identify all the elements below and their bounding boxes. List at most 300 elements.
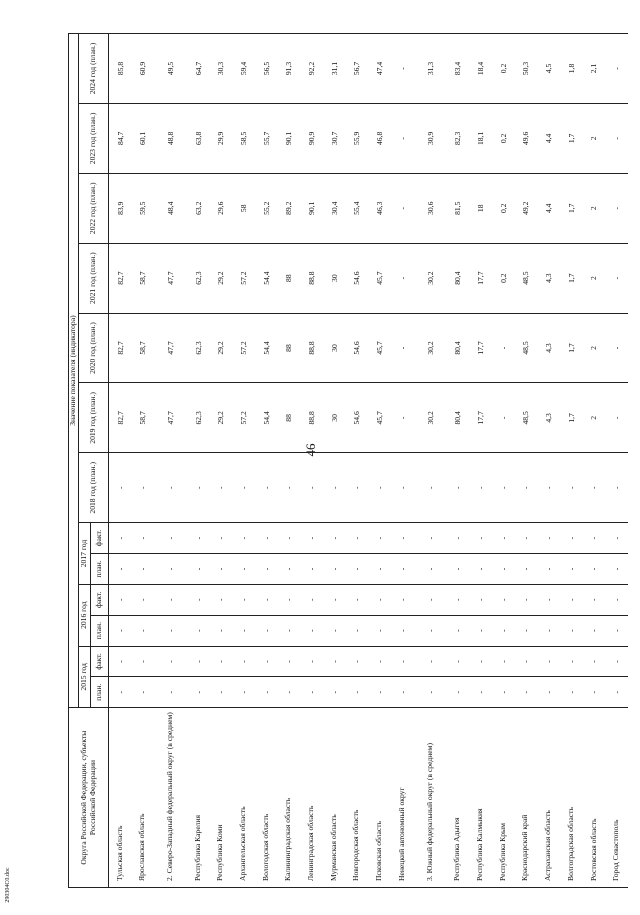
value-cell: - <box>537 523 560 554</box>
value-cell: - <box>109 523 132 554</box>
value-cell: 30,2 <box>414 313 447 383</box>
value-cell: - <box>492 615 515 646</box>
value-cell: - <box>255 646 278 677</box>
value-cell: 59,5 <box>131 173 154 243</box>
value-cell: - <box>469 523 492 554</box>
header-year-2016: 2016 год <box>79 584 91 646</box>
value-cell: 50,3 <box>515 34 538 104</box>
value-cell: 48,5 <box>515 383 538 453</box>
value-cell: - <box>109 453 132 523</box>
value-cell: - <box>154 677 187 708</box>
value-cell: - <box>605 243 628 313</box>
table-header <box>69 34 109 888</box>
value-cell: - <box>278 584 301 615</box>
value-cell: - <box>187 554 210 585</box>
value-cell: - <box>323 584 346 615</box>
value-cell: 17,7 <box>469 243 492 313</box>
value-cell: - <box>469 646 492 677</box>
value-cell: 1,7 <box>560 383 583 453</box>
value-cell: - <box>209 554 232 585</box>
value-cell: 17,7 <box>469 383 492 453</box>
value-cell: - <box>187 453 210 523</box>
value-cell: 4,4 <box>537 103 560 173</box>
value-cell: - <box>300 584 323 615</box>
value-cell: - <box>447 453 470 523</box>
value-cell: - <box>300 554 323 585</box>
value-cell: 90,1 <box>278 103 301 173</box>
header-plan-2018: 2018 год (план.) <box>79 453 109 523</box>
value-cell: 62,3 <box>187 313 210 383</box>
value-cell: 31,3 <box>414 34 447 104</box>
value-cell: 47,7 <box>154 383 187 453</box>
value-cell: - <box>391 646 414 677</box>
value-cell: 47,4 <box>368 34 391 104</box>
value-cell: 90,1 <box>300 173 323 243</box>
value-cell: - <box>492 554 515 585</box>
value-cell: 88,8 <box>300 313 323 383</box>
region-name-cell: Ростовская область <box>583 708 606 888</box>
value-cell: - <box>209 584 232 615</box>
value-cell: 88,8 <box>300 243 323 313</box>
value-cell: - <box>414 677 447 708</box>
value-cell: 48,8 <box>154 103 187 173</box>
value-cell: - <box>583 677 606 708</box>
value-cell: 55,7 <box>255 103 278 173</box>
value-cell: 31,1 <box>323 34 346 104</box>
value-cell: - <box>368 677 391 708</box>
value-cell: 57,2 <box>232 383 255 453</box>
value-cell: - <box>391 453 414 523</box>
value-cell: - <box>109 646 132 677</box>
value-cell: 91,3 <box>278 34 301 104</box>
value-cell: 63,8 <box>187 103 210 173</box>
value-cell: 58,5 <box>232 103 255 173</box>
value-cell: - <box>154 554 187 585</box>
value-cell: - <box>447 523 470 554</box>
footer-file-name: 290304С0.doc <box>5 867 11 903</box>
value-cell: 30,2 <box>414 383 447 453</box>
value-cell: 58,7 <box>131 383 154 453</box>
value-cell: 48,4 <box>154 173 187 243</box>
value-cell: - <box>447 646 470 677</box>
region-name-cell: Астраханская область <box>537 708 560 888</box>
table-row <box>131 34 154 888</box>
value-cell: - <box>232 584 255 615</box>
value-cell: 0,2 <box>492 34 515 104</box>
value-cell: - <box>109 584 132 615</box>
value-cell: - <box>469 615 492 646</box>
table-row <box>391 34 414 888</box>
table-row <box>232 34 255 888</box>
value-cell: - <box>537 453 560 523</box>
value-cell: - <box>515 584 538 615</box>
value-cell: - <box>154 523 187 554</box>
value-cell: - <box>323 615 346 646</box>
value-cell: - <box>605 383 628 453</box>
value-cell: 29,6 <box>209 173 232 243</box>
header-plan-2021: 2021 год (план.) <box>79 243 109 313</box>
value-cell: - <box>605 677 628 708</box>
value-cell: - <box>131 584 154 615</box>
value-cell: - <box>391 103 414 173</box>
value-cell: 54,4 <box>255 313 278 383</box>
value-cell: 4,3 <box>537 313 560 383</box>
value-cell: 84,7 <box>109 103 132 173</box>
value-cell: - <box>278 615 301 646</box>
value-cell: - <box>391 34 414 104</box>
value-cell: - <box>469 584 492 615</box>
value-cell: - <box>469 554 492 585</box>
region-name-cell: Тульская область <box>109 708 132 888</box>
value-cell: - <box>300 615 323 646</box>
value-cell: 83,9 <box>109 173 132 243</box>
value-cell: - <box>154 646 187 677</box>
value-cell: - <box>605 523 628 554</box>
value-cell: - <box>368 584 391 615</box>
value-cell: - <box>278 453 301 523</box>
region-name-cell: Псковская область <box>368 708 391 888</box>
value-cell: - <box>255 677 278 708</box>
value-cell: - <box>109 615 132 646</box>
table-row <box>278 34 301 888</box>
value-cell: - <box>560 677 583 708</box>
value-cell: 49,5 <box>154 34 187 104</box>
value-cell: - <box>414 646 447 677</box>
table-row <box>560 34 583 888</box>
table-row <box>447 34 470 888</box>
header-year-2017: 2017 год <box>79 523 91 585</box>
value-cell: - <box>278 554 301 585</box>
value-cell: - <box>537 646 560 677</box>
value-cell: - <box>323 554 346 585</box>
value-cell: 46,3 <box>368 173 391 243</box>
value-cell: - <box>187 584 210 615</box>
value-cell: 1,7 <box>560 313 583 383</box>
value-cell: - <box>515 554 538 585</box>
value-cell: - <box>391 523 414 554</box>
value-cell: 62,3 <box>187 243 210 313</box>
value-cell: - <box>391 677 414 708</box>
table-row <box>605 34 628 888</box>
value-cell: 1,7 <box>560 243 583 313</box>
value-cell: 58,7 <box>131 243 154 313</box>
value-cell: - <box>368 646 391 677</box>
value-cell: - <box>131 554 154 585</box>
value-cell: - <box>187 646 210 677</box>
value-cell: 30,3 <box>209 34 232 104</box>
header-plan-2020: 2020 год (план.) <box>79 313 109 383</box>
value-cell: 30 <box>323 383 346 453</box>
value-cell: - <box>560 615 583 646</box>
value-cell: - <box>537 677 560 708</box>
table-row <box>492 34 515 888</box>
page-number: 46 <box>303 443 318 457</box>
value-cell: 60,9 <box>131 34 154 104</box>
value-cell: - <box>605 554 628 585</box>
value-cell: 90,9 <box>300 103 323 173</box>
value-cell: - <box>414 554 447 585</box>
value-cell: 88 <box>278 383 301 453</box>
value-cell: - <box>560 453 583 523</box>
value-cell: - <box>414 584 447 615</box>
table-row <box>368 34 391 888</box>
value-cell: - <box>300 646 323 677</box>
value-cell: - <box>469 677 492 708</box>
value-cell: - <box>605 34 628 104</box>
value-cell: - <box>278 677 301 708</box>
value-cell: - <box>447 677 470 708</box>
value-cell: - <box>391 313 414 383</box>
value-cell: - <box>109 677 132 708</box>
header-plan-2017: план. <box>91 554 109 585</box>
region-name-cell: Краснодарский край <box>515 708 538 888</box>
value-cell: - <box>300 523 323 554</box>
value-cell: 2 <box>583 173 606 243</box>
value-cell: - <box>368 453 391 523</box>
header-fact-2015: факт. <box>91 646 109 677</box>
value-cell: 60,1 <box>131 103 154 173</box>
value-cell: 82,3 <box>447 103 470 173</box>
value-cell: - <box>232 453 255 523</box>
value-cell: - <box>232 646 255 677</box>
value-cell: 89,2 <box>278 173 301 243</box>
value-cell: - <box>346 453 369 523</box>
value-cell: 47,7 <box>154 243 187 313</box>
region-name-cell: 3. Южный федеральный округ (в среднем) <box>414 708 447 888</box>
value-cell: - <box>154 453 187 523</box>
value-cell: 82,7 <box>109 383 132 453</box>
value-cell: - <box>492 523 515 554</box>
value-cell: - <box>346 584 369 615</box>
value-cell: 45,7 <box>368 383 391 453</box>
value-cell: - <box>255 523 278 554</box>
value-cell: - <box>391 243 414 313</box>
value-cell: 88 <box>278 313 301 383</box>
region-name-cell: Республика Крым <box>492 708 515 888</box>
value-cell: - <box>131 523 154 554</box>
value-cell: 46,8 <box>368 103 391 173</box>
value-cell: - <box>605 453 628 523</box>
value-cell: - <box>232 554 255 585</box>
value-cell: - <box>323 646 346 677</box>
value-cell: 54,6 <box>346 383 369 453</box>
header-plan-2022: 2022 год (план.) <box>79 173 109 243</box>
value-cell: 18,4 <box>469 34 492 104</box>
value-cell: 1,8 <box>560 34 583 104</box>
value-cell: - <box>300 453 323 523</box>
value-cell: 45,7 <box>368 313 391 383</box>
value-cell: 85,8 <box>109 34 132 104</box>
rotated-table-container <box>68 33 628 888</box>
value-cell: 48,5 <box>515 313 538 383</box>
value-cell: - <box>209 677 232 708</box>
value-cell: - <box>278 523 301 554</box>
value-cell: - <box>300 677 323 708</box>
value-cell: 4,3 <box>537 243 560 313</box>
value-cell: - <box>323 523 346 554</box>
value-cell: - <box>255 584 278 615</box>
value-cell: - <box>583 453 606 523</box>
table-row <box>515 34 538 888</box>
header-plan-2019: 2019 год (план.) <box>79 383 109 453</box>
value-cell: 49,6 <box>515 103 538 173</box>
value-cell: 80,4 <box>447 313 470 383</box>
value-cell: 63,2 <box>187 173 210 243</box>
value-cell: - <box>391 584 414 615</box>
value-cell: - <box>154 615 187 646</box>
value-cell: - <box>515 523 538 554</box>
table-row <box>537 34 560 888</box>
value-cell: - <box>492 383 515 453</box>
value-cell: - <box>469 453 492 523</box>
value-cell: - <box>515 615 538 646</box>
table-row <box>323 34 346 888</box>
value-cell: - <box>255 453 278 523</box>
value-cell: - <box>605 313 628 383</box>
table-row <box>346 34 369 888</box>
header-indicator-group: Значение показателя (индикатора) <box>69 34 79 708</box>
value-cell: - <box>583 584 606 615</box>
value-cell: - <box>492 677 515 708</box>
value-cell: 2,1 <box>583 34 606 104</box>
value-cell: - <box>414 453 447 523</box>
value-cell: 80,4 <box>447 243 470 313</box>
region-name-cell: Калининградская область <box>278 708 301 888</box>
region-name-cell: Архангельская область <box>232 708 255 888</box>
value-cell: - <box>323 453 346 523</box>
value-cell: - <box>560 523 583 554</box>
value-cell: 56,5 <box>255 34 278 104</box>
value-cell: 0,2 <box>492 103 515 173</box>
value-cell: 18 <box>469 173 492 243</box>
value-cell: 2 <box>583 383 606 453</box>
value-cell: - <box>583 523 606 554</box>
value-cell: 55,2 <box>255 173 278 243</box>
value-cell: 55,4 <box>346 173 369 243</box>
value-cell: - <box>346 677 369 708</box>
table-row <box>209 34 232 888</box>
value-cell: - <box>560 584 583 615</box>
value-cell: 64,7 <box>187 34 210 104</box>
value-cell: - <box>492 453 515 523</box>
value-cell: 88,8 <box>300 383 323 453</box>
value-cell: 30,6 <box>414 173 447 243</box>
value-cell: - <box>154 584 187 615</box>
value-cell: 30,7 <box>323 103 346 173</box>
value-cell: 54,6 <box>346 243 369 313</box>
value-cell: - <box>209 615 232 646</box>
value-cell: - <box>368 554 391 585</box>
value-cell: - <box>605 103 628 173</box>
value-cell: 57,2 <box>232 243 255 313</box>
value-cell: - <box>131 677 154 708</box>
value-cell: - <box>232 677 255 708</box>
value-cell: 18,1 <box>469 103 492 173</box>
value-cell: - <box>187 615 210 646</box>
value-cell: 30,9 <box>414 103 447 173</box>
region-name-cell: 2. Северо-Западный федеральный округ (в среднем) <box>154 708 187 888</box>
value-cell: - <box>209 523 232 554</box>
value-cell: - <box>346 554 369 585</box>
value-cell: - <box>391 615 414 646</box>
region-name-cell: Ярославская область <box>131 708 154 888</box>
value-cell: - <box>131 615 154 646</box>
value-cell: 1,7 <box>560 173 583 243</box>
value-cell: 82,7 <box>109 243 132 313</box>
value-cell: - <box>368 523 391 554</box>
value-cell: 59,4 <box>232 34 255 104</box>
value-cell: - <box>492 584 515 615</box>
value-cell: - <box>346 523 369 554</box>
value-cell: 30 <box>323 243 346 313</box>
value-cell: - <box>255 554 278 585</box>
value-cell: - <box>187 523 210 554</box>
value-cell: 82,7 <box>109 313 132 383</box>
value-cell: - <box>492 646 515 677</box>
value-cell: - <box>447 584 470 615</box>
table-row <box>300 34 323 888</box>
value-cell: 57,2 <box>232 313 255 383</box>
region-name-cell: Мурманская область <box>323 708 346 888</box>
value-cell: 1,7 <box>560 103 583 173</box>
value-cell: - <box>414 615 447 646</box>
value-cell: - <box>605 646 628 677</box>
value-cell: - <box>232 615 255 646</box>
value-cell: - <box>414 523 447 554</box>
value-cell: - <box>232 523 255 554</box>
value-cell: 62,3 <box>187 383 210 453</box>
value-cell: 2 <box>583 243 606 313</box>
region-name-cell: Республика Коми <box>209 708 232 888</box>
value-cell: - <box>447 615 470 646</box>
value-cell: 29,2 <box>209 383 232 453</box>
value-cell: 58,7 <box>131 313 154 383</box>
table-row <box>583 34 606 888</box>
value-cell: 17,7 <box>469 313 492 383</box>
value-cell: - <box>391 383 414 453</box>
value-cell: 47,7 <box>154 313 187 383</box>
value-cell: 92,2 <box>300 34 323 104</box>
table-row <box>109 34 132 888</box>
value-cell: 54,6 <box>346 313 369 383</box>
value-cell: - <box>560 646 583 677</box>
value-cell: - <box>323 677 346 708</box>
value-cell: 30,4 <box>323 173 346 243</box>
value-cell: - <box>605 173 628 243</box>
value-cell: 83,4 <box>447 34 470 104</box>
table-row <box>154 34 187 888</box>
value-cell: 2 <box>583 313 606 383</box>
value-cell: - <box>187 677 210 708</box>
value-cell: 45,7 <box>368 243 391 313</box>
header-region-column: Округа Российской Федерации, субъекты Российской Федерации <box>69 708 109 888</box>
value-cell: - <box>583 615 606 646</box>
value-cell: - <box>515 646 538 677</box>
value-cell: - <box>131 453 154 523</box>
value-cell: 29,2 <box>209 243 232 313</box>
value-cell: 4,5 <box>537 34 560 104</box>
indicator-table <box>68 33 628 888</box>
value-cell: 48,5 <box>515 243 538 313</box>
header-plan-2015: план. <box>91 677 109 708</box>
value-cell: 80,4 <box>447 383 470 453</box>
table-row <box>255 34 278 888</box>
value-cell: 54,4 <box>255 383 278 453</box>
value-cell: - <box>209 646 232 677</box>
value-cell: 30,2 <box>414 243 447 313</box>
value-cell: - <box>346 615 369 646</box>
value-cell: 49,2 <box>515 173 538 243</box>
